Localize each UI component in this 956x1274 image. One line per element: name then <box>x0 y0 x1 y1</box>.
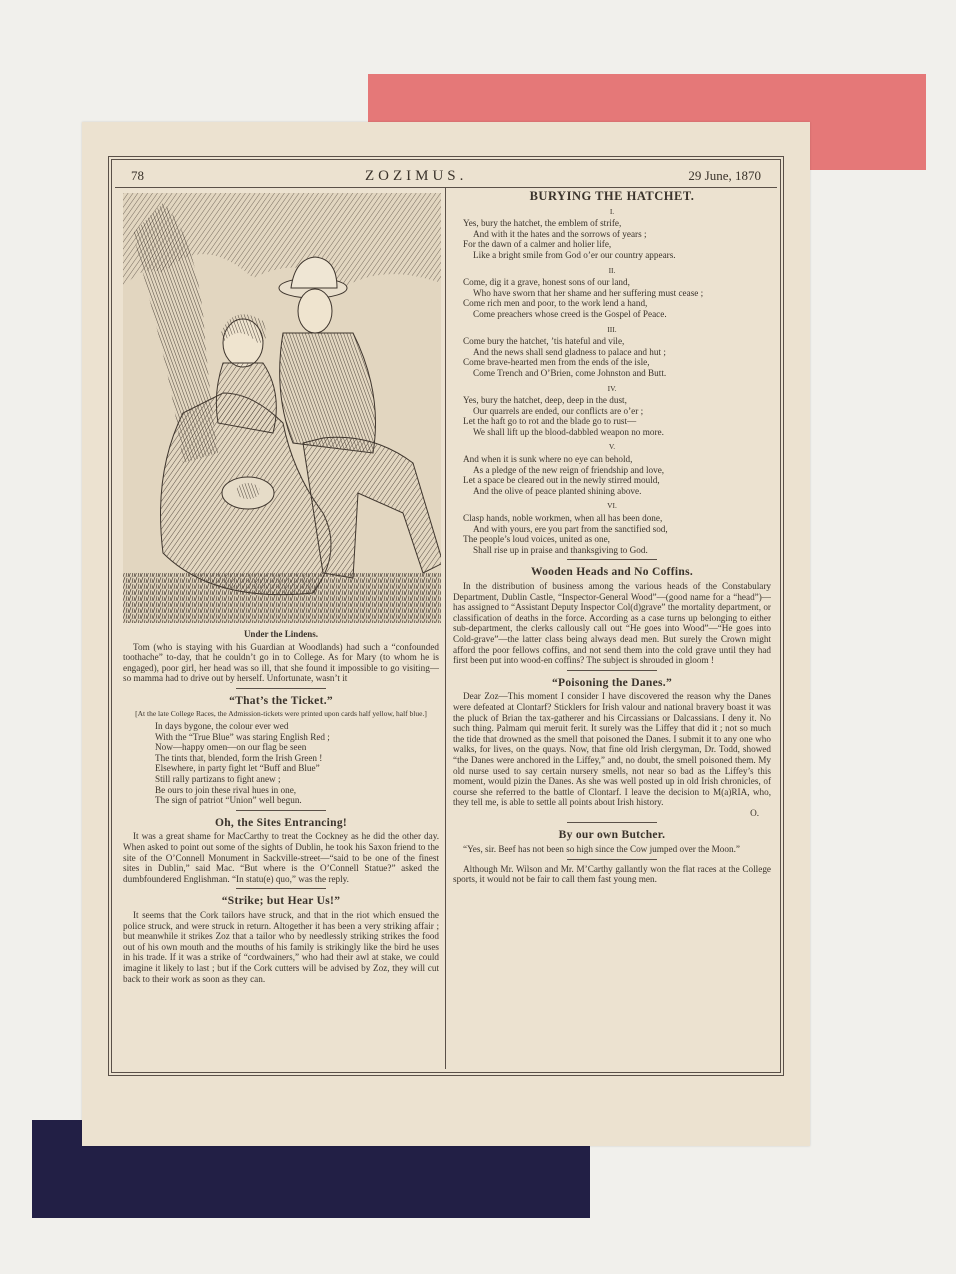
publication-title: ZOZIMUS. <box>364 167 468 184</box>
section-rule <box>567 559 657 560</box>
stanza <box>463 277 771 319</box>
poem-line: Be ours to join these rival hues in one, <box>155 784 297 795</box>
danes-signature: O. <box>750 807 759 818</box>
section-rule <box>236 810 326 811</box>
poem-line: The tints that, blended, form the Irish Green ! <box>155 752 323 763</box>
closing-text: Although Mr. Wilson and Mr. M’Carthy gallantly won the flat races at the College sports, it would not be fair to call them fast young men. <box>453 863 771 885</box>
poem-line: Come preachers whose creed is the Gospel of Peace. <box>473 308 667 319</box>
stanza-number: II. <box>608 265 616 275</box>
poem-line: Come brave-hearted men from the ends of the isle, <box>463 357 650 368</box>
page-number: 78 <box>131 168 144 183</box>
poem-line: We shall lift up the blood-dabbled weapon no more. <box>473 426 664 437</box>
newspaper-page <box>82 122 810 1146</box>
poem-line: The people’s loud voices, united as one, <box>463 534 610 545</box>
butcher-text: “Yes, sir. Beef has not been so high since the Cow jumped over the Moon.” <box>463 844 740 855</box>
poem-line: Come bury the hatchet, ’tis hateful and vile, <box>463 336 625 347</box>
coffins-heading: Wooden Heads and No Coffins. <box>530 566 694 579</box>
section-rule <box>236 688 326 689</box>
sites-heading: Oh, the Sites Entrancing! <box>214 816 348 829</box>
poem-line: Yes, bury the hatchet, the emblem of strife, <box>463 218 622 229</box>
page-frame <box>108 156 784 1076</box>
poem-line: In days bygone, the colour ever wed <box>155 721 289 732</box>
poem-line: As a pledge of the new reign of friendship and love, <box>473 464 665 475</box>
engraving-illustration <box>123 193 441 623</box>
illustration-couple-under-tree <box>123 193 441 623</box>
stanza <box>463 336 771 378</box>
poem-line: Come rich men and poor, to the work lend a hand, <box>463 298 648 309</box>
poem-line: And when it is sunk where no eye can behold, <box>463 454 633 465</box>
danes-text: Dear Zoz—This moment I consider I have discovered the reason why the Danes were defeated at Clontarf? Sticklers for Irish valour and national bravery boast it was the pluck of Brian the tax-gatherer and his Circassians or Dalcassians. I deny it. No such thing. Palmam qui meruit ferit. It surely was the Liffey that did it ; not so much the tide that drowned as the smell that poisoned the Danes. I submit it to any one who walks, for lives, on the quays. Now, that fine old Irish clergyman, Dr. Todd, showed “the Danes were anchored in the Liffey,” and, no doubt, the smell poisoned them. My old nurse used to say certain nursery smells, not near so bad as the Liffey’s this moment, would pizin the Danes. As she was well posted up in old Irish chronicles, of course she referred to the battle of Clontarf. I leave the decision to M(a)RIA, who, they tell me, is able to settle all points about Irish history. <box>453 691 771 808</box>
poem-line: Clasp hands, noble workmen, when all has been done, <box>463 513 663 524</box>
poem-line: Let the haft go to rot and the blade go to rust— <box>463 416 637 427</box>
stanza <box>463 513 771 555</box>
poem-line: Let a space be cleared out in the newly stirred mould, <box>463 475 660 486</box>
ticket-note: [At the late College Races, the Admission-tickets were printed upon cards half yellow, half blue.] <box>135 708 427 718</box>
header-rule <box>115 187 777 188</box>
ticket-heading: “That’s the Ticket.” <box>229 694 333 707</box>
poem-line: With the “True Blue” was staring English Red ; <box>155 731 330 742</box>
strike-text: It seems that the Cork tailors have struck, and that in the riot which ensued the police struck, and were struck in return. Altogether it has been a very striking affair ; but meanwhile it strikes Zoz that a tailor who by needlessly striking strikes the food out of his own mouth and the mouths of his family is strikingly like the bird he uses in his trade. If it was a strike of “cordwainers,” who had their awl at stake, we could imagine it likely to last ; but if the Cork cutters will be advised by Zoz, they will cut back to their work as soon as they can. <box>123 909 439 984</box>
section-rule <box>236 888 326 889</box>
hatchet-heading: BURYING THE HATCHET. <box>529 189 695 203</box>
stanza-number: IV. <box>607 383 617 393</box>
stanza <box>463 218 771 260</box>
stanza-number: V. <box>608 442 616 452</box>
left-column <box>123 191 439 984</box>
issue-date: 29 June, 1870 <box>688 168 761 183</box>
coffins-text: In the distribution of business among the various heads of the Constabulary Department, Dublin Castle, “Inspector-General Wood”—(good name for a “head”)—has assigned to “Assistant Deputy Inspector Col(d)grave” the mortality department, or classification of deaths in the force. According as a case turns up belonging to either sub-department, the clerks callously call out “He goes into Wood”—“He goes into Cold-grave”—the latter class being always dead men. But surely the Crown might afford the poor fellows coffins, and not send them into the cold grave until they had first been put into wood-en coffins? The subject is shrouded in gloom ! <box>453 581 771 666</box>
stanza-number: III. <box>607 324 617 334</box>
poem-line: Now—happy omen—on our flag be seen <box>155 742 307 753</box>
section-rule <box>567 670 657 671</box>
poem-line: Shall rise up in praise and thanksgiving to God. <box>473 544 648 555</box>
stanza-number: VI. <box>607 501 617 511</box>
strike-heading: “Strike; but Hear Us!” <box>221 895 341 908</box>
poem-line: Still rally partizans to fight anew ; <box>155 774 281 785</box>
poem-line: Like a bright smile from God o’er our country appears. <box>473 249 676 260</box>
poem-line: Our quarrels are ended, our conflicts are o’er ; <box>473 405 644 416</box>
sites-text: It was a great shame for MacCarthy to treat the Cockney as he did the other day. When asked to point out some of the sights of Dublin, he took his Saxon friend to the site of the O’Connell Monument in Sackville-street—“said to be one of the finest sites in Dublin,” said Mac. “But where is the O’Connell Statue?” asked the dumbfoundered Englishman. “In statu(e) quo,” was the reply. <box>123 831 439 884</box>
stanza <box>463 395 771 437</box>
stanza-number: I. <box>609 206 615 216</box>
column-divider <box>445 187 446 1069</box>
caption-text: Tom (who is staying with his Guardian at Woodlands) had such a “confounded toothache” to-day, that he couldn’t go in to College. As for Mary (to whom he is engaged), poor girl, her head was so ill, that she found it impossible to go visiting—so mamma had to drive out by herself. Unfortunate, wasn’t it <box>123 641 439 684</box>
danes-heading: “Poisoning the Danes.” <box>551 676 673 689</box>
poem-line: Come, dig it a grave, honest sons of our land, <box>463 277 630 288</box>
poem-line: The sign of patriot “Union” well begun. <box>155 795 302 806</box>
poem-line: Come Trench and O’Brien, come Johnston and Butt. <box>473 367 667 378</box>
stanza <box>463 454 771 496</box>
section-rule <box>567 822 657 823</box>
poem-line: And with it the hates and the sorrows of years ; <box>473 228 647 239</box>
illustration-caption: Under the Lindens. <box>243 629 319 639</box>
poem-line: And the olive of peace planted shining above. <box>473 485 642 496</box>
poem-line: Who have sworn that her shame and her suffering must cease ; <box>473 287 704 298</box>
butcher-heading: By our own Butcher. <box>558 829 666 842</box>
poem-line: Elsewhere, in party fight let “Buff and Blue” <box>155 763 320 774</box>
section-rule <box>567 859 657 860</box>
right-column <box>453 189 771 885</box>
poem-line: And with yours, ere you part from the sanctified sod, <box>473 523 668 534</box>
poem-line: And the news shall send gladness to palace and hut ; <box>473 346 666 357</box>
page-header <box>115 163 777 189</box>
poem-line: For the dawn of a calmer and holier life, <box>463 239 612 250</box>
ticket-poem <box>155 721 439 806</box>
poem-line: Yes, bury the hatchet, deep, deep in the dust, <box>463 395 627 406</box>
